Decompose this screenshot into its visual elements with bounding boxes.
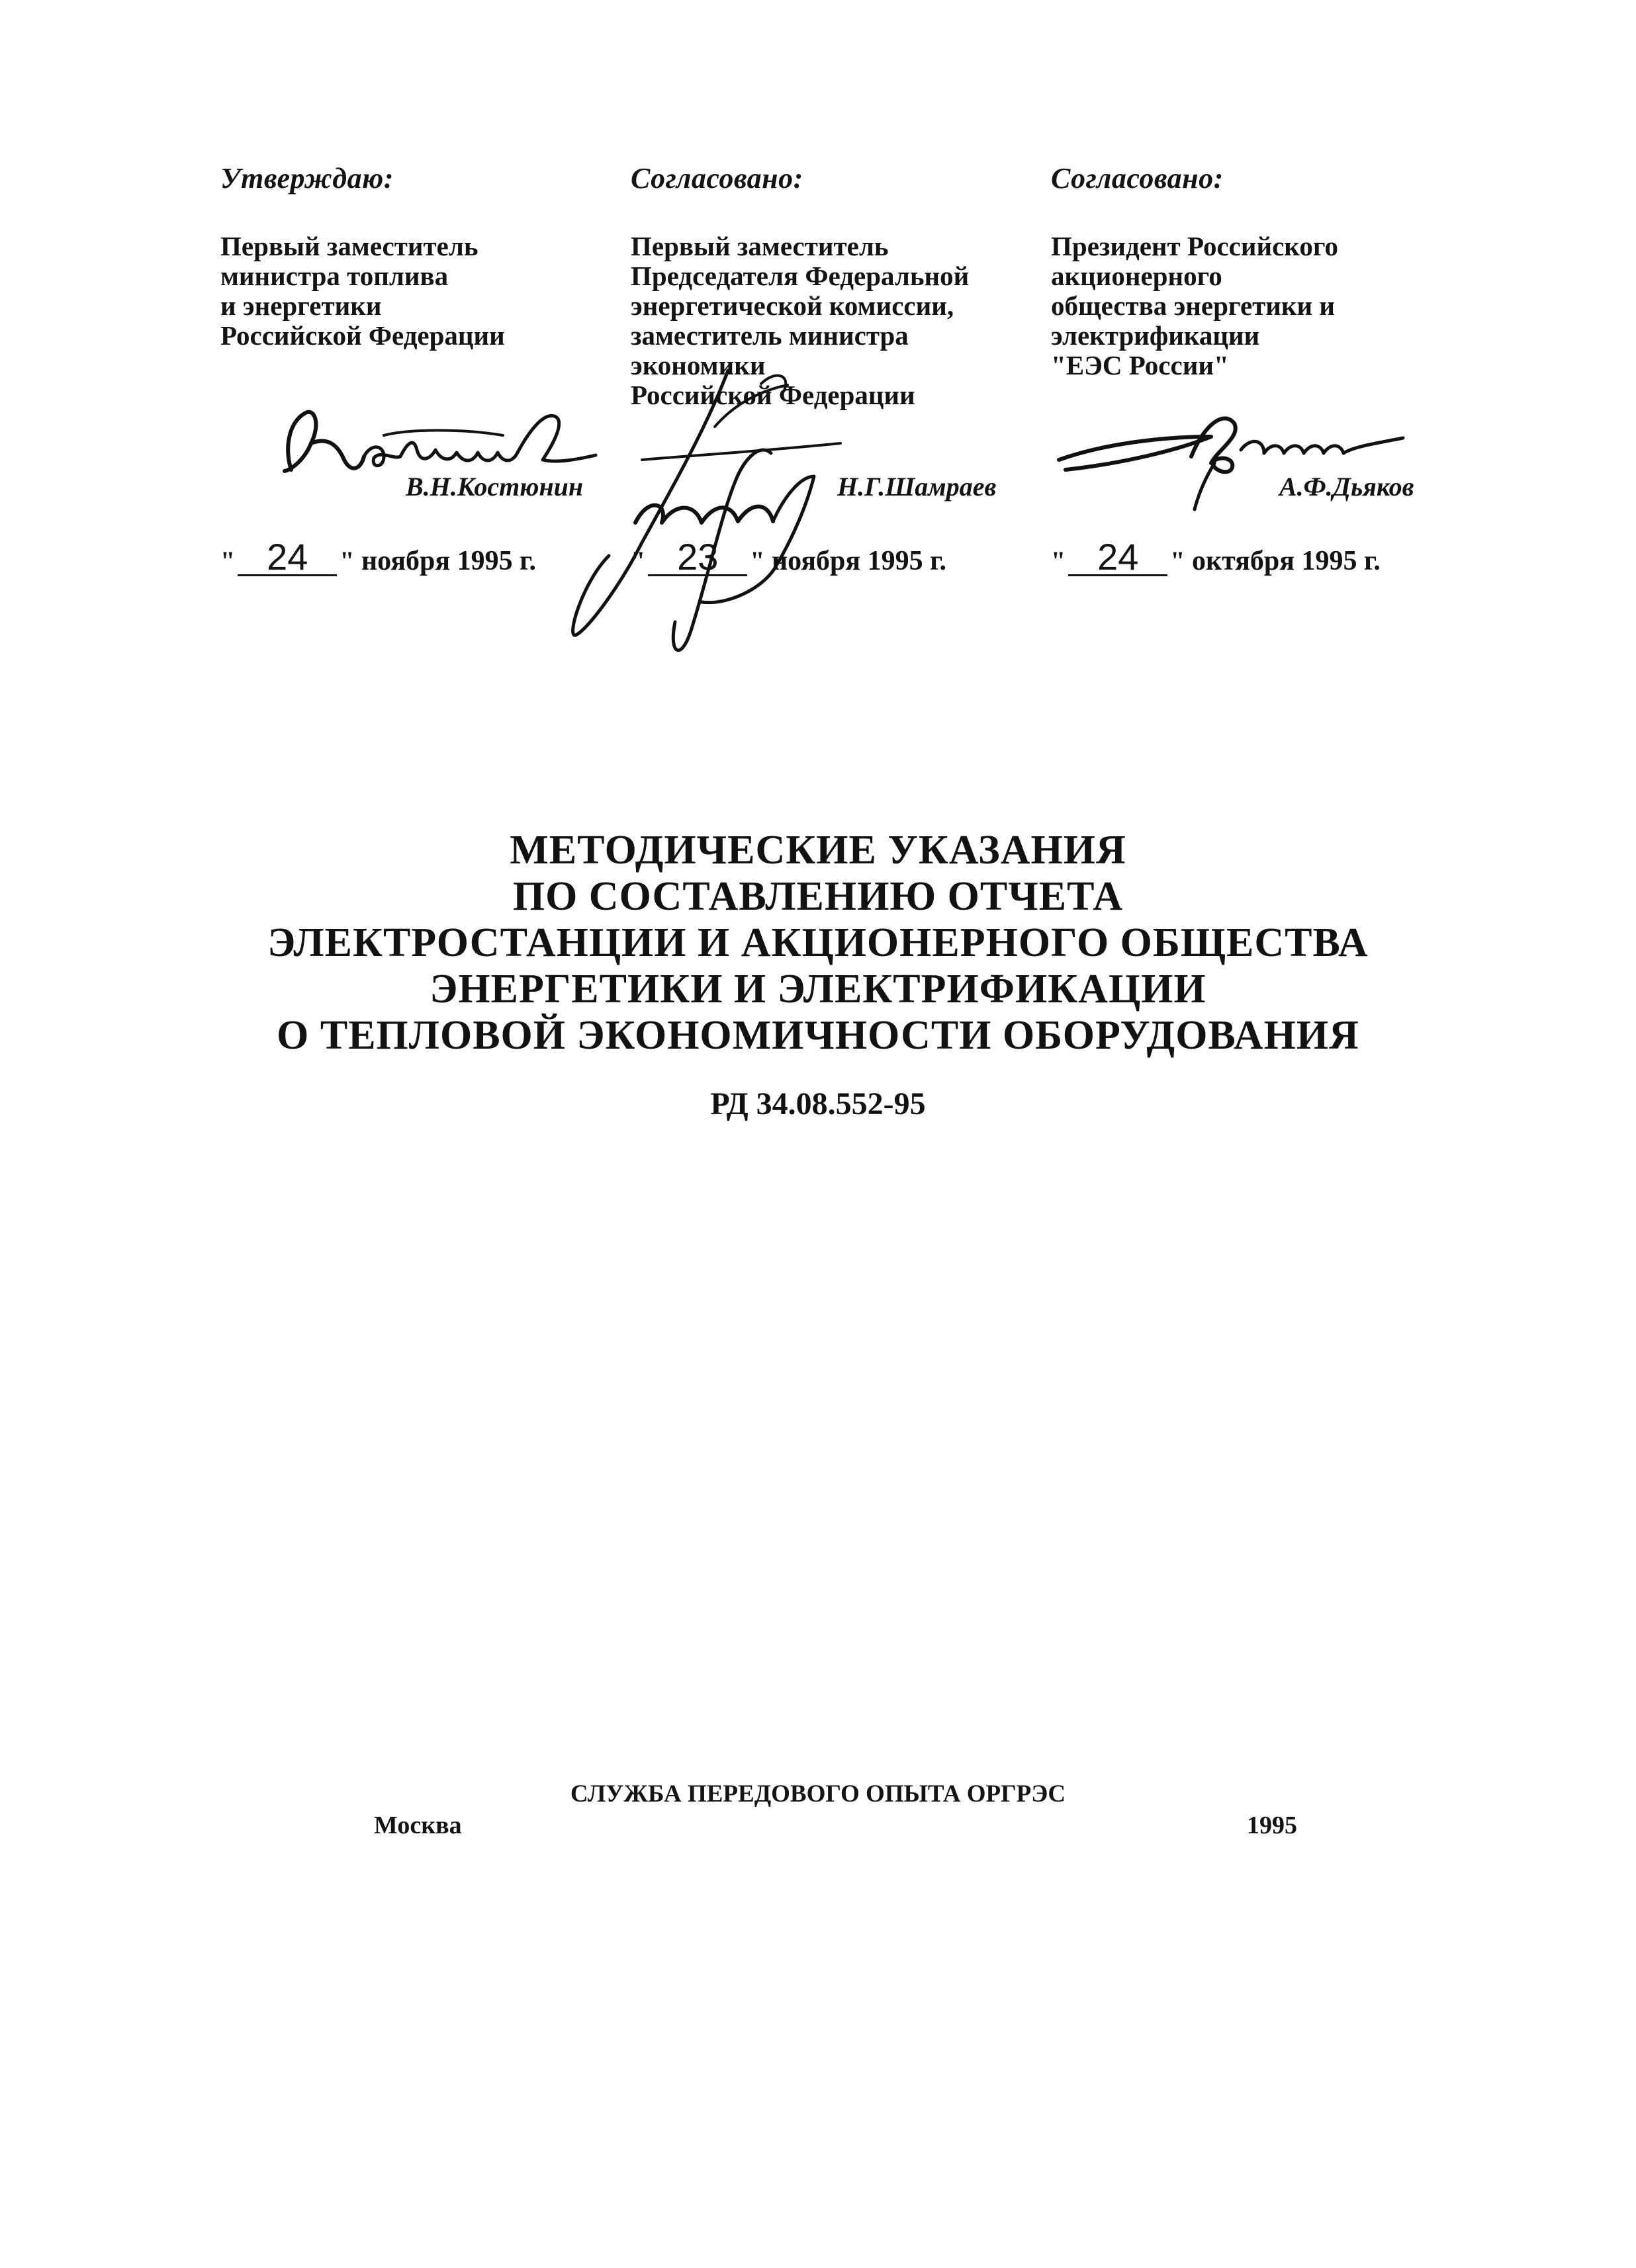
approval-position (220, 232, 505, 351)
document-code: РД 34.08.552-95 (710, 1086, 926, 1121)
position-line: общества энергетики и (1051, 290, 1336, 321)
position-line: и энергетики (220, 290, 382, 321)
approval-position (1051, 232, 1338, 380)
date-close-quote: " (340, 546, 355, 576)
date-day-handwritten: 24 (1068, 540, 1167, 576)
position-line: заместитель министра (631, 320, 909, 351)
title-line: МЕТОДИЧЕСКИЕ УКАЗАНИЯ (510, 828, 1126, 873)
position-line: акционерного (1051, 261, 1222, 291)
signature-dyakov (1046, 397, 1416, 516)
date-month-year: октября 1995 г. (1191, 546, 1381, 576)
signatory-name: В.Н.Костюнин (406, 472, 584, 502)
signature-kostyunin (265, 397, 609, 490)
publisher-name: СЛУЖБА ПЕРЕДОВОГО ОПЫТА ОРГРЭС (570, 1780, 1066, 1808)
title-line: О ТЕПЛОВОЙ ЭКОНОМИЧНОСТИ ОБОРУДОВАНИЯ (277, 1013, 1359, 1058)
document-title (156, 827, 1480, 1059)
date-day-handwritten: 23 (648, 540, 747, 576)
position-line: "ЕЭС России" (1051, 350, 1229, 380)
date-open-quote: " (1051, 546, 1066, 576)
title-line: ПО СОСТАВЛЕНИЮ ОТЧЕТА (512, 874, 1124, 919)
position-line: электрификации (1051, 320, 1260, 351)
date-open-quote: " (220, 546, 236, 576)
signatory-name: А.Ф.Дьяков (1279, 472, 1414, 502)
position-line: Президент Российского (1051, 231, 1338, 261)
approval-block-agreed-2 (1051, 162, 1481, 578)
signatory-name: Н.Г.Шамраев (837, 472, 997, 502)
title-line: ЭНЕРГЕТИКИ И ЭЛЕКТРИФИКАЦИИ (430, 967, 1206, 1012)
position-line: экономики (631, 350, 766, 380)
date-month-year: ноября 1995 г. (361, 546, 536, 576)
date-close-quote: " (1170, 546, 1185, 576)
approval-date (1051, 536, 1381, 578)
position-line: Первый заместитель (220, 231, 478, 261)
position-line: Российской Федерации (631, 380, 915, 410)
approval-heading: Согласовано: (631, 162, 803, 195)
approval-heading: Утверждаю: (220, 162, 394, 195)
title-line: ЭЛЕКТРОСТАНЦИИ И АКЦИОНЕРНОГО ОБЩЕСТВА (267, 920, 1369, 965)
approval-block-agreed-1 (631, 162, 1061, 578)
date-open-quote: " (631, 546, 646, 576)
publication-year: 1995 (1247, 1811, 1297, 1839)
publication-city: Москва (374, 1811, 462, 1839)
signature-shamraev (563, 344, 907, 675)
date-close-quote: " (750, 546, 765, 576)
approval-date (220, 536, 536, 578)
position-line: министра топлива (220, 261, 449, 291)
approval-block-approved (220, 162, 591, 578)
date-month-year: ноября 1995 г. (771, 546, 946, 576)
position-line: энергетической комиссии, (631, 290, 954, 321)
position-line: Первый заместитель (631, 231, 889, 261)
approval-heading: Согласовано: (1051, 162, 1224, 195)
date-day-handwritten: 24 (238, 540, 337, 576)
position-line: Российской Федерации (220, 320, 505, 351)
position-line: Председателя Федеральной (631, 261, 970, 291)
